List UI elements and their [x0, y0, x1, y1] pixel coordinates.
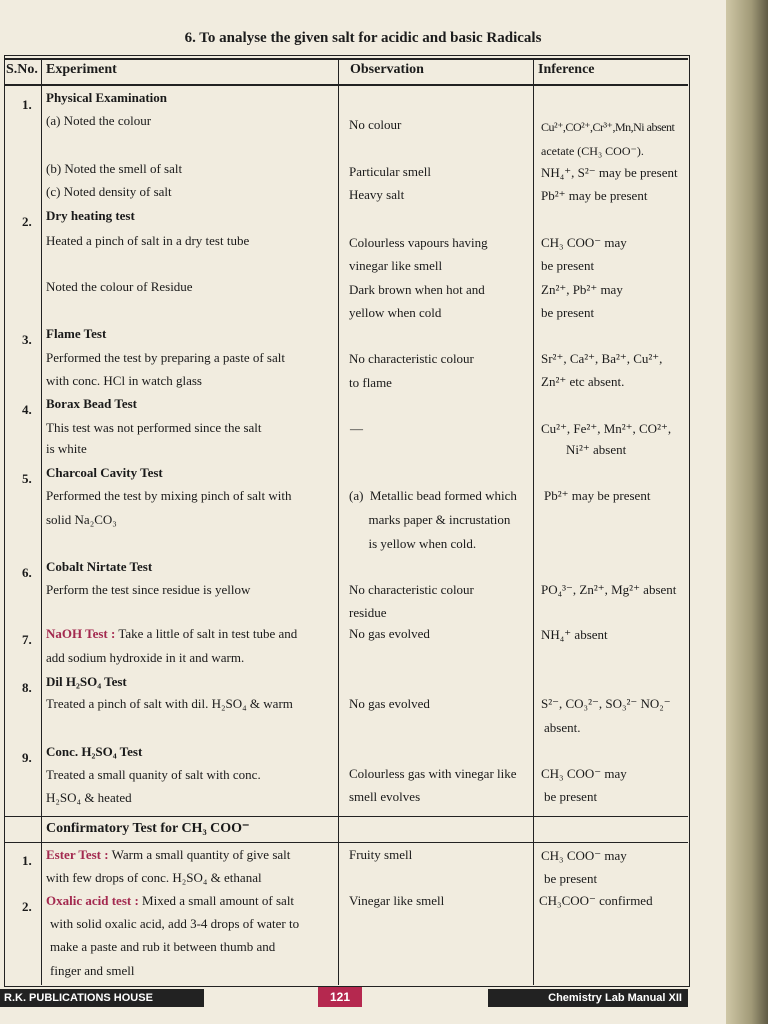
observation-text: Vinegar like smell	[349, 893, 445, 908]
section-title: Oxalic acid test :	[46, 893, 139, 908]
experiment-text: H₂SO₄ & heated	[46, 790, 132, 805]
row-number: 1.	[22, 853, 32, 868]
inference-text: NH₄⁺ absent	[541, 627, 608, 642]
header-inference: Inference	[538, 62, 595, 77]
row-number: 3.	[22, 332, 32, 347]
column-divider	[338, 58, 339, 985]
observation-text: is yellow when cold.	[349, 536, 477, 551]
experiment-text: Warm a small quantity of give salt	[108, 847, 291, 862]
row-number: 2.	[22, 214, 32, 229]
experiment-text: is white	[46, 441, 87, 456]
section-title: Ester Test :	[46, 847, 109, 862]
experiment-text: solid Na₂CO₃	[46, 512, 117, 527]
section-title: Dry heating test	[46, 208, 135, 223]
inference-text: Cu²⁺,CO²⁺,Cr³⁺,Mn,Ni absent	[541, 120, 675, 134]
observation-text: marks paper & incrustation	[349, 512, 511, 527]
experiment-text: Heated a pinch of salt in a dry test tube	[46, 233, 250, 248]
row-number: 7.	[22, 632, 32, 647]
experiment-text: Treated a pinch of salt with dil. H₂SO₄ & warm	[46, 696, 293, 711]
inference-text: PO₄³⁻, Zn²⁺, Mg²⁺ absent	[541, 582, 677, 597]
page-footer	[0, 985, 726, 1011]
table-top-rule	[4, 58, 688, 60]
inference-text: Ni²⁺ absent	[566, 442, 627, 457]
experiment-text: finger and smell	[50, 963, 135, 978]
inference-text: S²⁻, CO₃²⁻, SO₃²⁻ NO₂⁻	[541, 696, 671, 711]
experiment-text: Perform the test since residue is yellow	[46, 582, 251, 597]
section-title: Dil H₂SO₄ Test	[46, 674, 127, 689]
observation-text: Dark brown when hot and	[349, 282, 485, 297]
experiment-line	[46, 622, 297, 645]
experiment-text: with conc. HCl in watch glass	[46, 373, 202, 388]
observation-text: smell evolves	[349, 789, 421, 804]
row-number: 5.	[22, 471, 32, 486]
inference-text: NH₄⁺, S²⁻ may be present	[541, 165, 678, 180]
inference-text: Sr²⁺, Ca²⁺, Ba²⁺, Cu²⁺,	[541, 351, 663, 366]
row-number: 4.	[22, 402, 32, 417]
inference-text: CH₃COO⁻ confirmed	[539, 893, 653, 908]
page-number: 121	[318, 987, 362, 1007]
experiment-text: Performed the test by mixing pinch of salt with	[46, 488, 292, 503]
inference-text: be present	[544, 871, 598, 886]
section-title: Cobalt Nirtate Test	[46, 559, 153, 574]
header-observation: Observation	[350, 62, 424, 77]
observation-text: Heavy salt	[349, 187, 405, 202]
inference-text: Pb²⁺ may be present	[544, 488, 651, 503]
inference-text: CH₃ COO⁻ may	[541, 848, 627, 863]
column-divider	[533, 58, 534, 985]
inference-text: Cu²⁺, Fe²⁺, Mn²⁺, CO²⁺,	[541, 421, 672, 436]
inference-text: Zn²⁺, Pb²⁺ may	[541, 282, 623, 297]
section-title: Physical Examination	[46, 90, 167, 105]
section-title: NaOH Test :	[46, 626, 116, 641]
confirmatory-heading: Confirmatory Test for CH₃ COO⁻	[46, 821, 250, 836]
observation-text: No colour	[349, 117, 402, 132]
observation-text: Fruity smell	[349, 847, 413, 862]
observation-text: No characteristic colour	[349, 351, 474, 366]
section-title: Conc. H₂SO₄ Test	[46, 744, 143, 759]
observation-text: Colourless gas with vinegar like	[349, 766, 517, 781]
row-number: 8.	[22, 680, 32, 695]
row-number: 9.	[22, 750, 32, 765]
page-heading: 6. To analyse the given salt for acidic and basic Radicals	[184, 30, 542, 46]
experiment-text: Treated a small quanity of salt with conc.	[46, 767, 261, 782]
section-title: Flame Test	[46, 326, 107, 341]
inference-text: acetate (CH₃ COO⁻).	[541, 144, 644, 158]
inference-text: be present	[541, 305, 595, 320]
inference-text: Pb²⁺ may be present	[541, 188, 648, 203]
inference-text: absent.	[544, 720, 581, 735]
observation-text: (a) Metallic bead formed which	[349, 488, 517, 503]
column-divider	[41, 58, 42, 985]
observation-text: vinegar like smell	[349, 258, 443, 273]
observation-text: No characteristic colour	[349, 582, 474, 597]
experiment-text: Performed the test by preparing a paste of salt	[46, 350, 285, 365]
section-title: Charcoal Cavity Test	[46, 465, 163, 480]
experiment-text: (c) Noted density of salt	[46, 184, 172, 199]
observation-text: Particular smell	[349, 164, 431, 179]
inference-text: be present	[544, 789, 598, 804]
experiment-text: Take a little of salt in test tube and	[115, 626, 298, 641]
observation-text: yellow when cold	[349, 305, 442, 320]
observation-text: residue	[349, 605, 387, 620]
row-number: 2.	[22, 899, 32, 914]
experiment-text: (b) Noted the smell of salt	[46, 161, 183, 176]
experiment-text: Noted the colour of Residue	[46, 279, 193, 294]
observation-text: Colourless vapours having	[349, 235, 488, 250]
inference-text: CH₃ COO⁻ may	[541, 766, 627, 781]
experiment-text: (a) Noted the colour	[46, 113, 152, 128]
experiment-text: add sodium hydroxide in it and warm.	[46, 650, 245, 665]
experiment-text: make a paste and rub it between thumb and	[50, 939, 276, 954]
section-title: Borax Bead Test	[46, 396, 138, 411]
inference-text: CH₃ COO⁻ may	[541, 235, 627, 250]
observation-text: No gas evolved	[349, 696, 430, 711]
experiment-text: Mixed a small amount of salt	[138, 893, 295, 908]
observation-text: —	[350, 421, 363, 436]
experiment-text: with few drops of conc. H₂SO₄ & ethanal	[46, 870, 262, 885]
row-number: 1.	[22, 97, 32, 112]
experiment-line	[46, 843, 290, 866]
experiment-text: This test was not performed since the salt	[46, 420, 262, 435]
observation-text: to flame	[349, 375, 392, 390]
header-sno: S.No.	[6, 62, 38, 77]
experiment-text: with solid oxalic acid, add 3-4 drops of water to	[50, 916, 300, 931]
header-experiment: Experiment	[46, 62, 117, 77]
publisher-label: R.K. PUBLICATIONS HOUSE	[0, 989, 204, 1007]
book-title: Chemistry Lab Manual XII	[488, 989, 688, 1007]
inference-text: Zn²⁺ etc absent.	[541, 374, 625, 389]
page-edge	[726, 0, 768, 1024]
row-number: 6.	[22, 565, 32, 580]
observation-text: No gas evolved	[349, 626, 430, 641]
inference-text: be present	[541, 258, 595, 273]
experiment-line	[46, 889, 294, 912]
